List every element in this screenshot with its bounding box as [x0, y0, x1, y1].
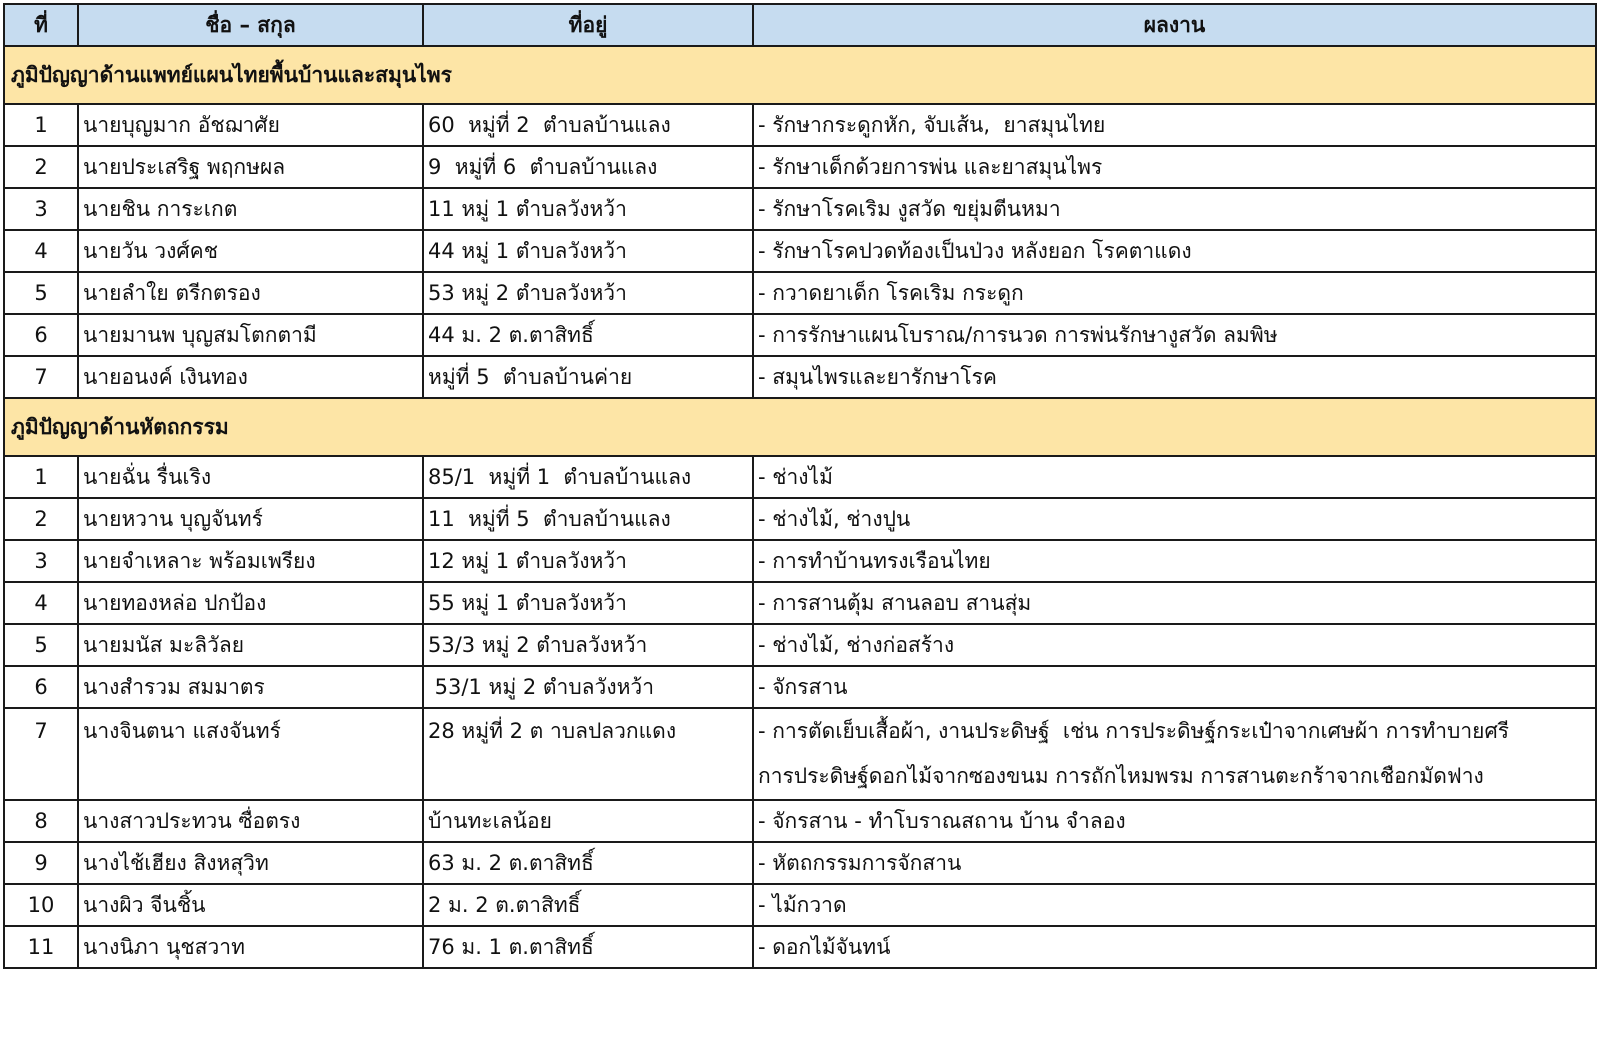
work-line: - การรักษาแผนโบราณ/การนวด การพ่นรักษางูสวัด ลมพิษ [758, 323, 1278, 347]
cell-name: นายวัน วงศ์คช [78, 230, 423, 272]
work-line: - การทำบ้านทรงเรือนไทย [758, 549, 991, 573]
cell-name: นางไช้เฮียง สิงหสุวิท [78, 842, 423, 884]
work-line: - หัตถกรรมการจักสาน [758, 851, 962, 875]
cell-no: 11 [4, 926, 78, 968]
table-row [4, 884, 1596, 926]
cell-address: 55 หมู่ 1 ตำบลวังหว้า [423, 582, 753, 624]
cell-no: 1 [4, 456, 78, 498]
cell-no: 8 [4, 800, 78, 842]
cell-work [753, 708, 1596, 800]
work-line: - จักรสาน - ทำโบราณสถาน บ้าน จำลอง [758, 809, 1126, 833]
cell-no: 2 [4, 146, 78, 188]
table-row [4, 624, 1596, 666]
cell-no: 3 [4, 188, 78, 230]
table-row [4, 498, 1596, 540]
cell-name: นายจำเหลาะ พร้อมเพรียง [78, 540, 423, 582]
cell-name: นายชิน การะเกต [78, 188, 423, 230]
cell-work [753, 800, 1596, 842]
section-title: ภูมิปัญญาด้านแพทย์แผนไทยพื้นบ้านและสมุนไพร [4, 46, 1596, 104]
cell-address: บ้านทะเลน้อย [423, 800, 753, 842]
table-row [4, 842, 1596, 884]
work-line: การประดิษฐ์ดอกไม้จากซองขนม การถักไหมพรม การสานตะกร้าจากเชือกมัดฟาง [758, 764, 1484, 788]
cell-address: 85/1 หมู่ที่ 1 ตำบลบ้านแลง [423, 456, 753, 498]
cell-address: 9 หมู่ที่ 6 ตำบลบ้านแลง [423, 146, 753, 188]
cell-no: 6 [4, 314, 78, 356]
table-row [4, 314, 1596, 356]
cell-work [753, 456, 1596, 498]
cell-work [753, 104, 1596, 146]
cell-work [753, 884, 1596, 926]
cell-name: นายอนงค์ เงินทอง [78, 356, 423, 398]
work-line: - ไม้กวาด [758, 893, 847, 917]
work-line: - สมุนไพรและยารักษาโรค [758, 365, 997, 389]
cell-name: นางนิภา นุชสวาท [78, 926, 423, 968]
header-name: ชื่อ – สกุล [78, 4, 423, 46]
cell-name: นายฉั่น รื่นเริง [78, 456, 423, 498]
cell-address: 44 หมู่ 1 ตำบลวังหว้า [423, 230, 753, 272]
table-row [4, 540, 1596, 582]
cell-name: นายบุญมาก อัชฌาศัย [78, 104, 423, 146]
cell-address: 60 หมู่ที่ 2 ตำบลบ้านแลง [423, 104, 753, 146]
cell-work [753, 624, 1596, 666]
work-line: - รักษาโรคปวดท้องเป็นป่วง หลังยอก โรคตาแดง [758, 239, 1192, 263]
table-row [4, 230, 1596, 272]
cell-no: 7 [4, 356, 78, 398]
cell-work [753, 146, 1596, 188]
wisdom-table [3, 3, 1597, 969]
header-work: ผลงาน [753, 4, 1596, 46]
cell-no: 2 [4, 498, 78, 540]
cell-name: นางจินตนา แสงจันทร์ [78, 708, 423, 800]
table-row [4, 800, 1596, 842]
cell-address: 11 หมู่ 1 ตำบลวังหว้า [423, 188, 753, 230]
cell-address: 28 หมู่ที่ 2 ต าบลปลวกแดง [423, 708, 753, 800]
cell-no: 10 [4, 884, 78, 926]
cell-address: 76 ม. 1 ต.ตาสิทธิ์ [423, 926, 753, 968]
section-title: ภูมิปัญญาด้านหัตถกรรม [4, 398, 1596, 456]
cell-address: 11 หมู่ที่ 5 ตำบลบ้านแลง [423, 498, 753, 540]
cell-address: หมู่ที่ 5 ตำบลบ้านค่าย [423, 356, 753, 398]
cell-address: 53 หมู่ 2 ตำบลวังหว้า [423, 272, 753, 314]
work-line: - การตัดเย็บเสื้อผ้า, งานประดิษฐ์ เช่น การประดิษฐ์กระเป๋าจากเศษผ้า การทำบายศรี [758, 719, 1510, 743]
table-row [4, 146, 1596, 188]
cell-no: 4 [4, 230, 78, 272]
cell-work [753, 188, 1596, 230]
cell-address: 63 ม. 2 ต.ตาสิทธิ์ [423, 842, 753, 884]
cell-no: 5 [4, 272, 78, 314]
table-row [4, 666, 1596, 708]
work-line: - ดอกไม้จันทน์ [758, 935, 891, 959]
table-row [4, 356, 1596, 398]
work-line: - รักษาโรคเริม งูสวัด ขยุ่มตีนหมา [758, 197, 1061, 221]
cell-work [753, 666, 1596, 708]
cell-name: นายประเสริฐ พฤกษผล [78, 146, 423, 188]
cell-work [753, 582, 1596, 624]
table-row [4, 582, 1596, 624]
section-row [4, 46, 1596, 104]
header-row [4, 4, 1596, 46]
cell-no: 5 [4, 624, 78, 666]
work-line: - รักษาเด็กด้วยการพ่น และยาสมุนไพร [758, 155, 1103, 179]
cell-address: 53/3 หมู่ 2 ตำบลวังหว้า [423, 624, 753, 666]
cell-work [753, 842, 1596, 884]
cell-no: 1 [4, 104, 78, 146]
cell-no: 9 [4, 842, 78, 884]
cell-name: นายมนัส มะลิวัลย [78, 624, 423, 666]
table-row [4, 926, 1596, 968]
work-line: - กวาดยาเด็ก โรคเริม กระดูก [758, 281, 1024, 305]
cell-name: นางสำรวม สมมาตร [78, 666, 423, 708]
work-line: - รักษากระดูกหัก, จับเส้น, ยาสมุนไทย [758, 113, 1106, 137]
cell-address: 44 ม. 2 ต.ตาสิทธิ์ [423, 314, 753, 356]
cell-no: 6 [4, 666, 78, 708]
cell-no: 4 [4, 582, 78, 624]
cell-address: 12 หมู่ 1 ตำบลวังหว้า [423, 540, 753, 582]
cell-work [753, 926, 1596, 968]
table-row [4, 456, 1596, 498]
work-line: - ช่างไม้ [758, 465, 833, 489]
cell-address: 2 ม. 2 ต.ตาสิทธิ์ [423, 884, 753, 926]
cell-work [753, 272, 1596, 314]
table-row [4, 188, 1596, 230]
cell-name: นายทองหล่อ ปกป้อง [78, 582, 423, 624]
table-row [4, 708, 1596, 800]
cell-no: 3 [4, 540, 78, 582]
cell-work [753, 498, 1596, 540]
table-body [4, 46, 1596, 968]
work-line: - ช่างไม้, ช่างก่อสร้าง [758, 633, 955, 657]
cell-work [753, 356, 1596, 398]
work-line: - ช่างไม้, ช่างปูน [758, 507, 911, 531]
table-header [4, 4, 1596, 46]
cell-no: 7 [4, 708, 78, 800]
section-row [4, 398, 1596, 456]
cell-address: 53/1 หมู่ 2 ตำบลวังหว้า [423, 666, 753, 708]
cell-name: นางผิว จีนชิ้น [78, 884, 423, 926]
header-no: ที่ [4, 4, 78, 46]
work-line: - จักรสาน [758, 675, 848, 699]
cell-work [753, 314, 1596, 356]
cell-work [753, 230, 1596, 272]
work-line: - การสานตุ้ม สานลอบ สานสุ่ม [758, 591, 1032, 615]
cell-name: นายหวาน บุญจันทร์ [78, 498, 423, 540]
table-row [4, 104, 1596, 146]
cell-name: นายมานพ บุญสมโตกตามี [78, 314, 423, 356]
cell-name: นายลำใย ตรีกตรอง [78, 272, 423, 314]
table-row [4, 272, 1596, 314]
header-address: ที่อยู่ [423, 4, 753, 46]
cell-work [753, 540, 1596, 582]
cell-name: นางสาวประทวน ซื่อตรง [78, 800, 423, 842]
